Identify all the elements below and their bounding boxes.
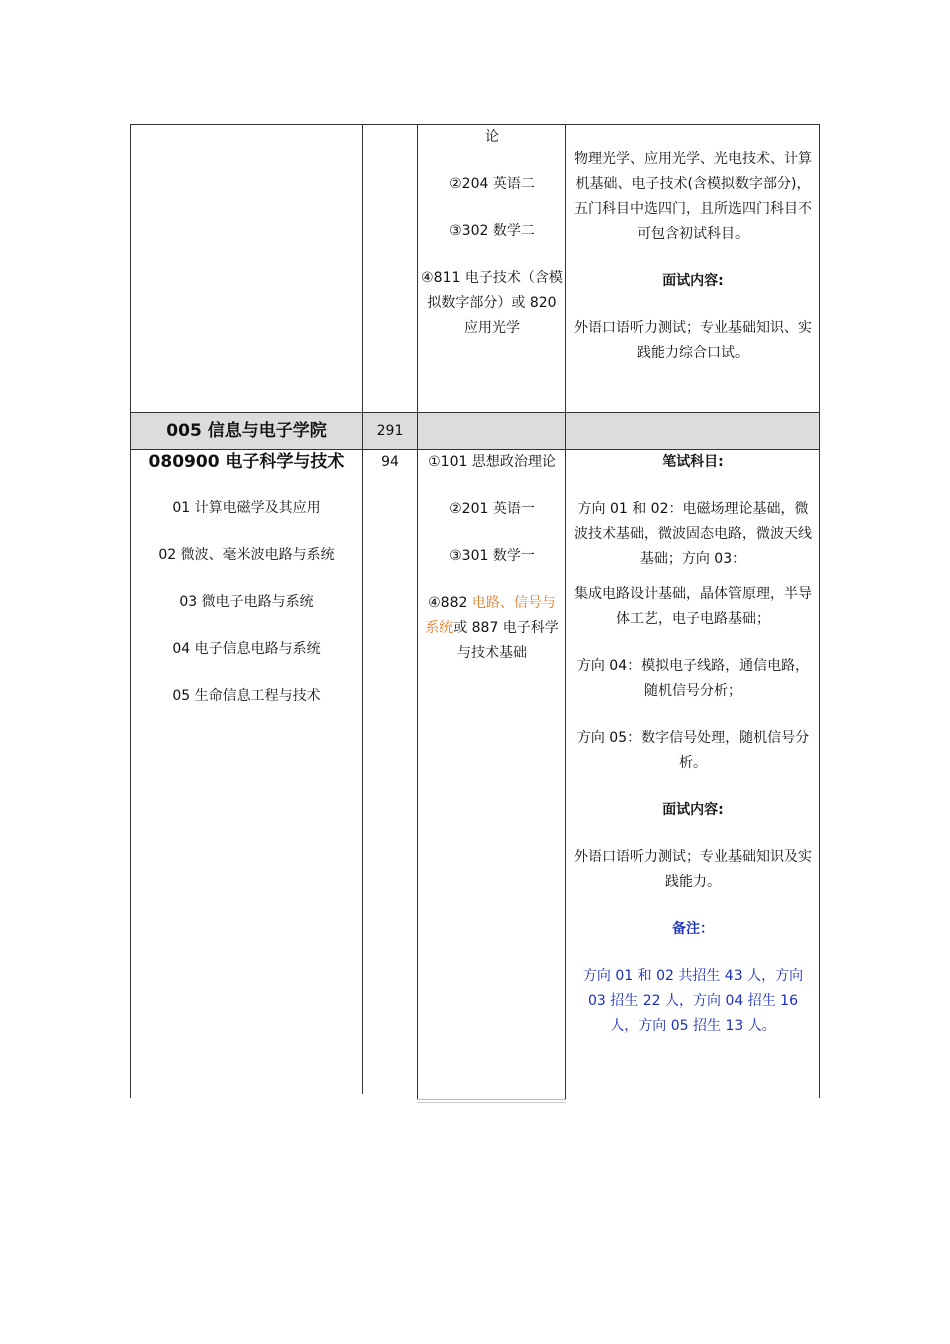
direction-item: 03 微电子电路与系统 <box>179 594 314 610</box>
interview-title: 面试内容: <box>662 802 724 818</box>
remark-title: 备注： <box>672 921 714 937</box>
exam-english: ②201 英语一 <box>449 501 535 517</box>
row1-notes <box>572 147 814 366</box>
table-border-col3 <box>417 124 418 1100</box>
exam-math: ③301 数学一 <box>449 548 535 564</box>
exam-specialty-alt: 或 887 电子科学与技术基础 <box>453 620 559 661</box>
written-direction-04: 方向 04：模拟电子线路，通信电路，随机信号分析； <box>576 658 810 699</box>
exam-subject-math: ③302 数学二 <box>449 223 535 239</box>
direction-item: 05 生命信息工程与技术 <box>172 688 321 704</box>
exam-subject-specialty: ④811 电子技术（含模拟数字部分）或 820 应用光学 <box>421 270 563 336</box>
direction-item: 04 电子信息电路与系统 <box>172 641 321 657</box>
written-title: 笔试科目: <box>662 454 724 470</box>
written-direction-05: 方向 05：数字信号处理，随机信号分析。 <box>576 730 810 771</box>
written-direction-01-02: 方向 01 和 02：电磁场理论基础，微波技术基础，微波固态电路，微波天线基础；方向 03： <box>574 501 812 567</box>
major-count: 94 <box>381 454 399 470</box>
dept-name-cell <box>131 419 362 443</box>
exam-subject-tail: 论 <box>485 129 499 145</box>
remark-content: 方向 01 和 02 共招生 43 人，方向 03 招生 22 人，方向 04 招生 16 人，方向 05 招生 13 人。 <box>582 968 804 1034</box>
exam-subject-english: ②204 英语二 <box>449 176 535 192</box>
exam-specialty-code: ④882 <box>428 595 472 611</box>
dept-count: 291 <box>376 423 404 439</box>
interview-title: 面试内容: <box>662 273 724 289</box>
direction-item: 01 计算电磁学及其应用 <box>172 500 321 516</box>
major-exam-cell <box>424 450 560 666</box>
table-border-right <box>819 124 820 1098</box>
table-border-col4 <box>565 124 566 1100</box>
dept-name: 005 信息与电子学院 <box>166 421 327 441</box>
table-border-col2 <box>362 124 363 1094</box>
exam-specialty-highlight: 电路、信号与系统 <box>425 595 556 636</box>
direction-item: 02 微波、毫米波电路与系统 <box>158 547 335 563</box>
row1-exam-subjects <box>420 125 564 341</box>
dept-row-top-border <box>130 412 820 413</box>
major-cell <box>131 450 362 709</box>
interview-content: 外语口语听力测试；专业基础知识及实践能力。 <box>574 849 812 890</box>
written-direction-03: 集成电路设计基础，晶体管原理，半导体工艺，电子电路基础； <box>574 586 812 627</box>
exam-politics: ①101 思想政治理论 <box>428 454 556 470</box>
exam-cell-bottom-border <box>417 1099 566 1100</box>
exam-specialty <box>424 591 560 666</box>
major-title: 080900 电子科学与技术 <box>148 452 345 472</box>
major-notes-cell <box>572 450 814 1039</box>
dept-count-cell <box>363 419 417 444</box>
retest-subjects-text: 物理光学、应用光学、光电技术、计算机基础、电子技术(含模拟数字部分)，五门科目中选四门，且所选四门科目不可包含初试科目。 <box>574 151 812 242</box>
interview-content: 外语口语听力测试；专业基础知识、实践能力综合口试。 <box>574 320 812 361</box>
exam-cell-bottom-shadow <box>417 1102 566 1103</box>
major-count-cell <box>363 450 417 475</box>
